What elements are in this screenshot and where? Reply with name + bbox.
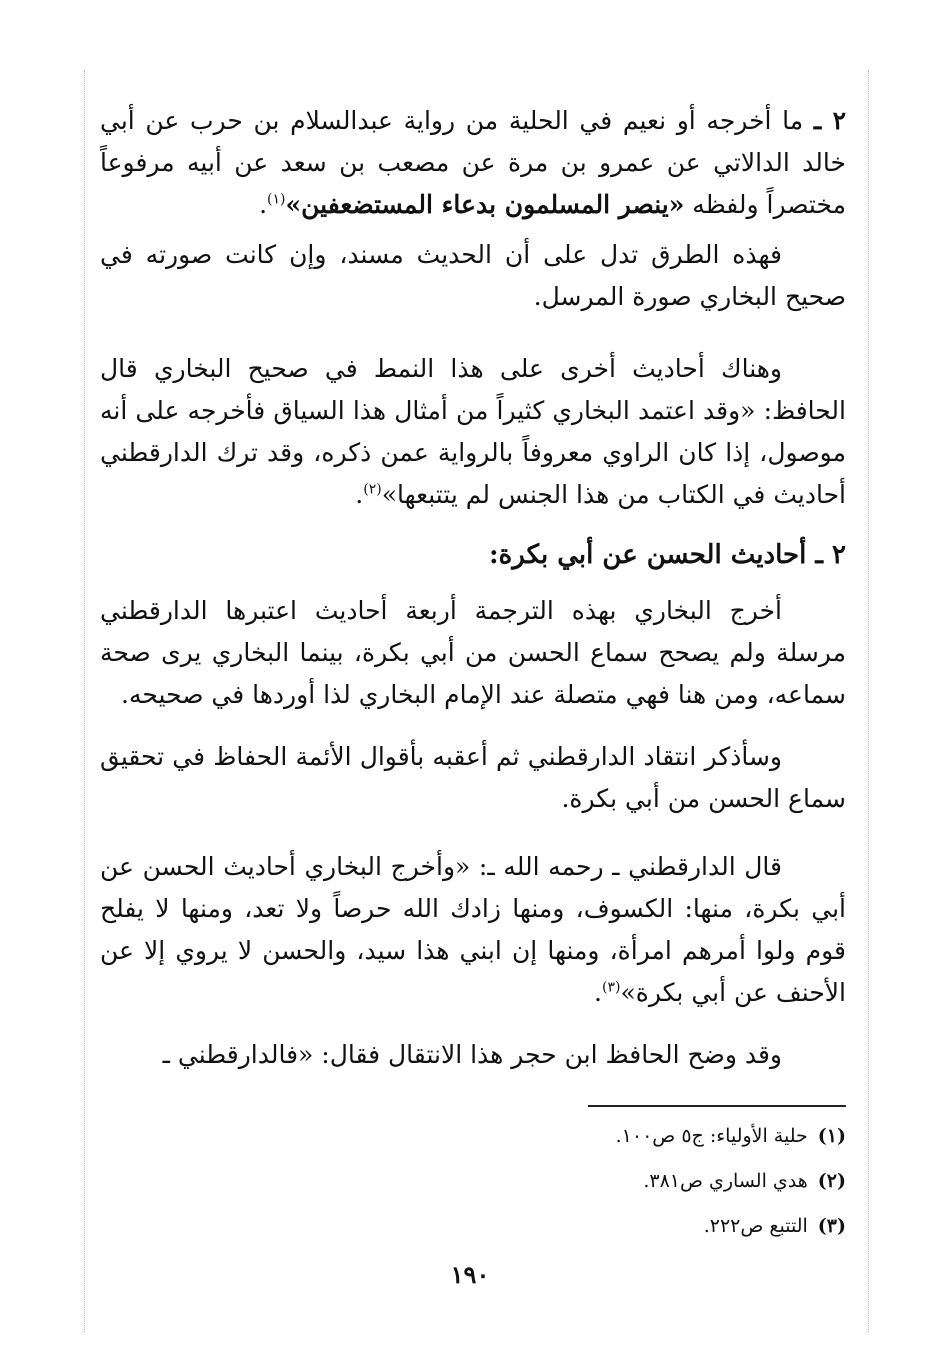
paragraph-6-end: . <box>594 978 602 1007</box>
footnote-text: حلية الأولياء: ج٥ ص١٠٠. <box>615 1125 808 1147</box>
paragraph-3-end: . <box>355 480 364 509</box>
paragraph-6-text: قال الدارقطني ـ رحمه الله ـ: «وأخرج البخاري أحاديث الحسن عن أبي بكرة، منها: الكسوف، ومنها زادك الله حرصاً ولا تعد، ومنها لا يفلح قوم ولوا أمرهم امرأة، ومنها إن ابني هذا سيد، والحسن لا يروي إلا عن الأحنف عن أبي بكرة» <box>100 852 846 1007</box>
item-number: ٢ ـ <box>813 106 846 135</box>
footnote-3 <box>400 1210 846 1255</box>
paragraph-7: وقد وضح الحافظ ابن حجر هذا الانتقال فقال: «فالدارقطني ـ <box>162 1040 782 1069</box>
page-number: ١٩٠ <box>450 1260 490 1289</box>
paragraph-6 <box>100 846 846 1014</box>
paragraph-1-text: ما أخرجه أو نعيم في الحلية من رواية عبدالسلام بن حرب عن أبي خالد الدالاتي عن عمرو بن مرة عن مصعب بن سعد عن أبيه مرفوعاً مختصراً ولفظه <box>100 106 846 219</box>
footnote-ref-2: (٢) <box>363 481 382 498</box>
left-margin-guide <box>84 70 85 1332</box>
paragraph-5: وسأذكر انتقاد الدارقطني ثم أعقبه بأقوال الأئمة الحفاظ في تحقيق سماع الحسن من أبي بكرة. <box>100 742 846 813</box>
footnotes <box>400 1120 846 1255</box>
footnote-number: (١) <box>817 1125 846 1147</box>
footnote-number: (٢) <box>817 1170 846 1192</box>
footnote-ref-1: (١) <box>267 191 286 208</box>
main-text <box>100 0 846 1100</box>
paragraph-1 <box>100 100 846 226</box>
paragraph-1-end: . <box>259 190 268 219</box>
paragraph-3 <box>100 348 846 516</box>
footnote-ref-3: (٣) <box>601 979 621 996</box>
paragraph-3-text: وهناك أحاديث أخرى على هذا النمط في صحيح البخاري قال الحافظ: «وقد اعتمد البخاري كثيراً من أمثال هذا السياق فأخرجه على أنه موصول، إذا كان الراوي معروفاً بالرواية عمن ذكره، وقد ترك الدارقطني أحاديث في الكتاب من هذا الجنس لم يتتبعها» <box>100 354 846 509</box>
footnote-text: التتبع ص٢٢٢. <box>703 1215 808 1237</box>
footnote-1 <box>400 1120 846 1165</box>
paragraph-4: أخرج البخاري بهذه الترجمة أربعة أحاديث اعتبرها الدارقطني مرسلة ولم يصحح سماع الحسن من أبي بكرة، بينما البخاري يرى صحة سماعه، ومن هنا فهي متصلة عند الإمام البخاري لذا أوردها في صحيحه. <box>100 596 846 709</box>
paragraph-2: فهذه الطرق تدل على أن الحديث مسند، وإن كانت صورته في صحيح البخاري صورة المرسل. <box>100 240 846 311</box>
bold-hadith-quote: «ينصر المسلمون بدعاء المستضعفين» <box>285 190 685 219</box>
footnote-text: هدي الساري ص٣٨١. <box>643 1170 808 1192</box>
footnote-separator <box>588 1105 846 1107</box>
footnote-number: (٣) <box>817 1215 846 1237</box>
section-heading: ٢ ـ أحاديث الحسن عن أبي بكرة: <box>489 540 846 570</box>
footnote-2 <box>400 1165 846 1210</box>
right-margin-guide <box>868 70 869 1332</box>
